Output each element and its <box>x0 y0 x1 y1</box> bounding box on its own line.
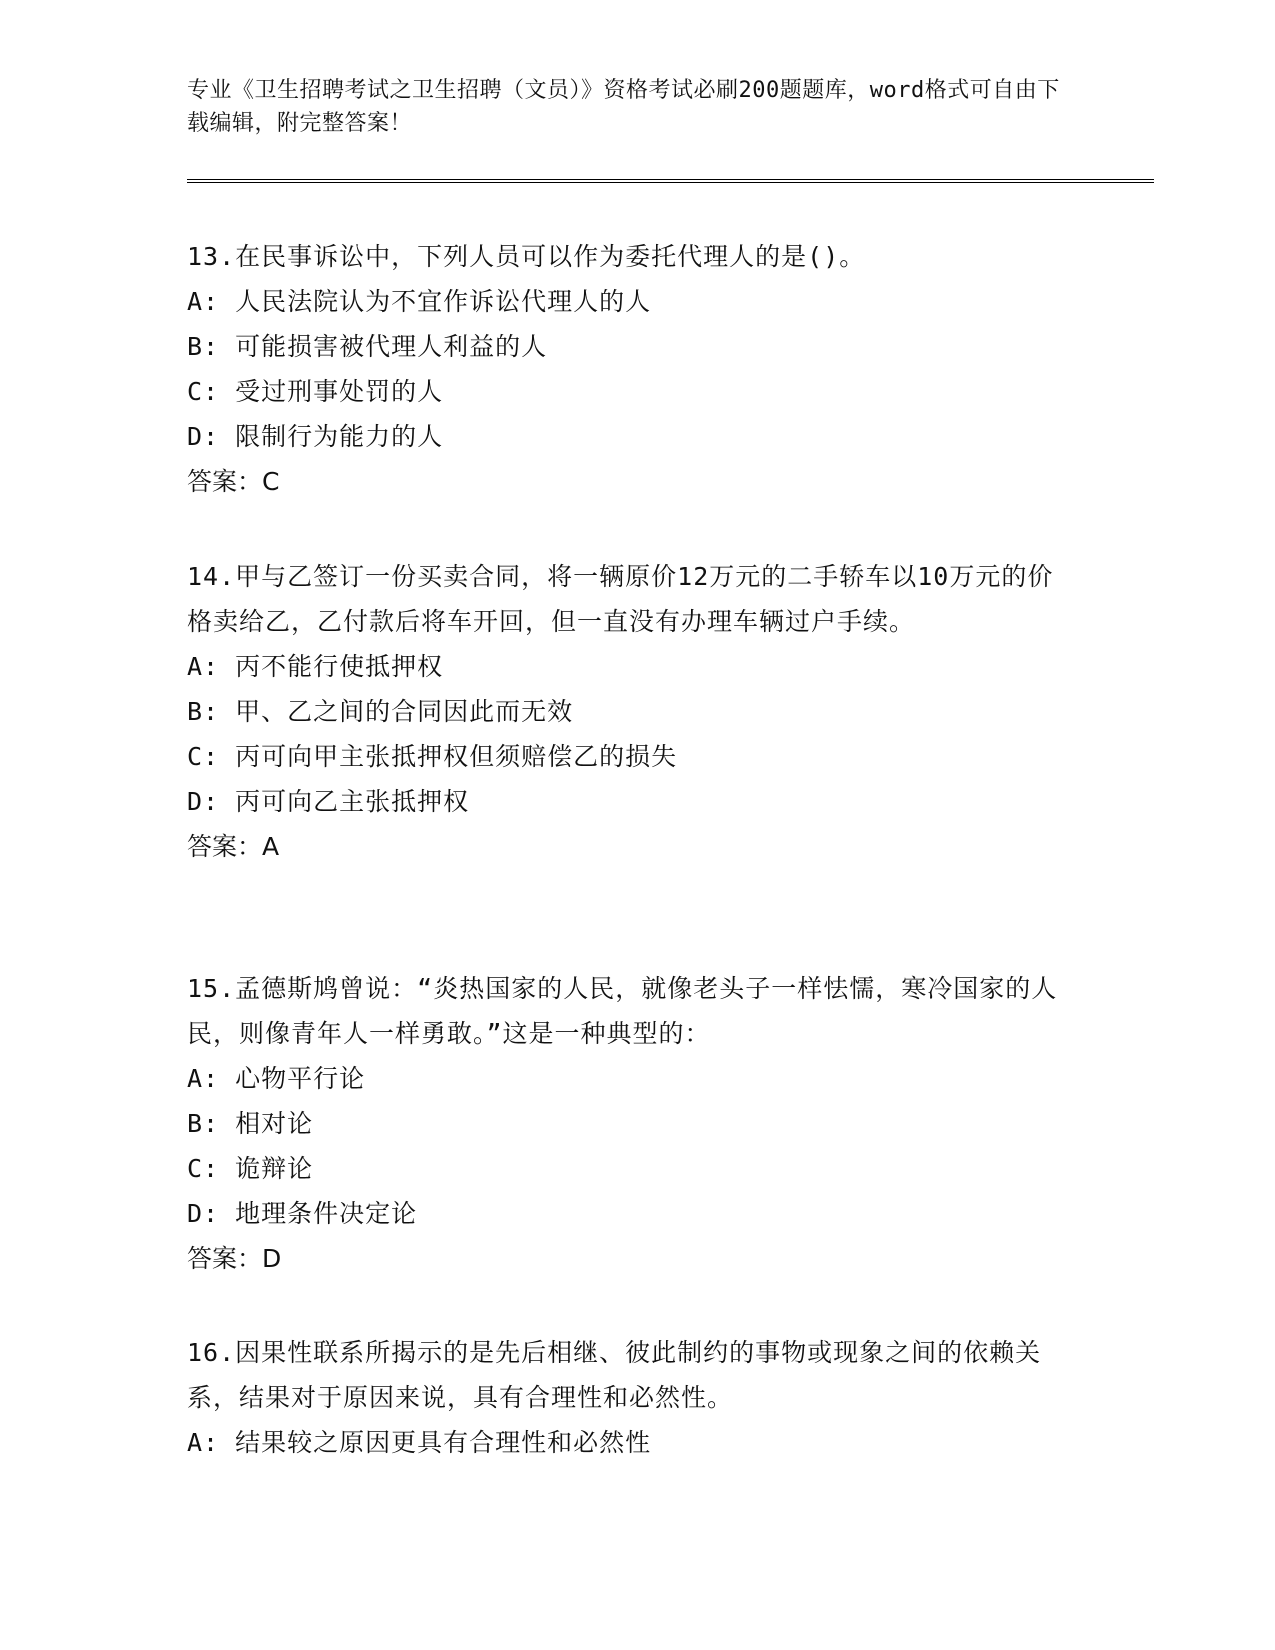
question-15 <box>187 966 1087 1281</box>
option-a: A: 结果较之原因更具有合理性和必然性 <box>187 1428 652 1457</box>
option-a: A: 人民法院认为不宜作诉讼代理人的人 <box>187 287 652 316</box>
question-stem: 13.在民事诉讼中，下列人员可以作为委托代理人的是()。 <box>187 242 866 271</box>
option-d: D: 限制行为能力的人 <box>187 422 444 451</box>
answer: 答案：D <box>187 1244 282 1273</box>
option-a: A: 丙不能行使抵押权 <box>187 652 444 681</box>
option-c: C: 诡辩论 <box>187 1154 314 1183</box>
question-stem: 14.甲与乙签订一份买卖合同，将一辆原价12万元的二手轿车以10万元的价格卖给乙，乙付款后将车开回，但一直没有办理车辆过户手续。 <box>187 562 1054 636</box>
option-d: D: 地理条件决定论 <box>187 1199 418 1228</box>
option-d: D: 丙可向乙主张抵押权 <box>187 787 470 816</box>
option-b: B: 相对论 <box>187 1109 314 1138</box>
option-b: B: 甲、乙之间的合同因此而无效 <box>187 697 574 726</box>
header-rule-bottom <box>187 182 1154 183</box>
question-13 <box>187 234 1087 504</box>
question-14 <box>187 554 1087 869</box>
question-stem: 16.因果性联系所揭示的是先后相继、彼此制约的事物或现象之间的依赖关系，结果对于原因来说，具有合理性和必然性。 <box>187 1338 1042 1412</box>
question-stem: 15.孟德斯鸠曾说：“炎热国家的人民，就像老头子一样怯懦，寒冷国家的人民，则像青年人一样勇敢。”这是一种典型的： <box>187 974 1058 1048</box>
document-header: 专业《卫生招聘考试之卫生招聘（文员）》资格考试必刷200题题库，word格式可自由下载编辑，附完整答案！ <box>187 78 1060 136</box>
option-c: C: 受过刑事处罚的人 <box>187 377 444 406</box>
option-a: A: 心物平行论 <box>187 1064 366 1093</box>
header-rule-top <box>187 179 1154 180</box>
answer: 答案：A <box>187 832 280 861</box>
option-b: B: 可能损害被代理人利益的人 <box>187 332 548 361</box>
option-c: C: 丙可向甲主张抵押权但须赔偿乙的损失 <box>187 742 678 771</box>
answer: 答案：C <box>187 467 280 496</box>
question-16 <box>187 1330 1087 1465</box>
